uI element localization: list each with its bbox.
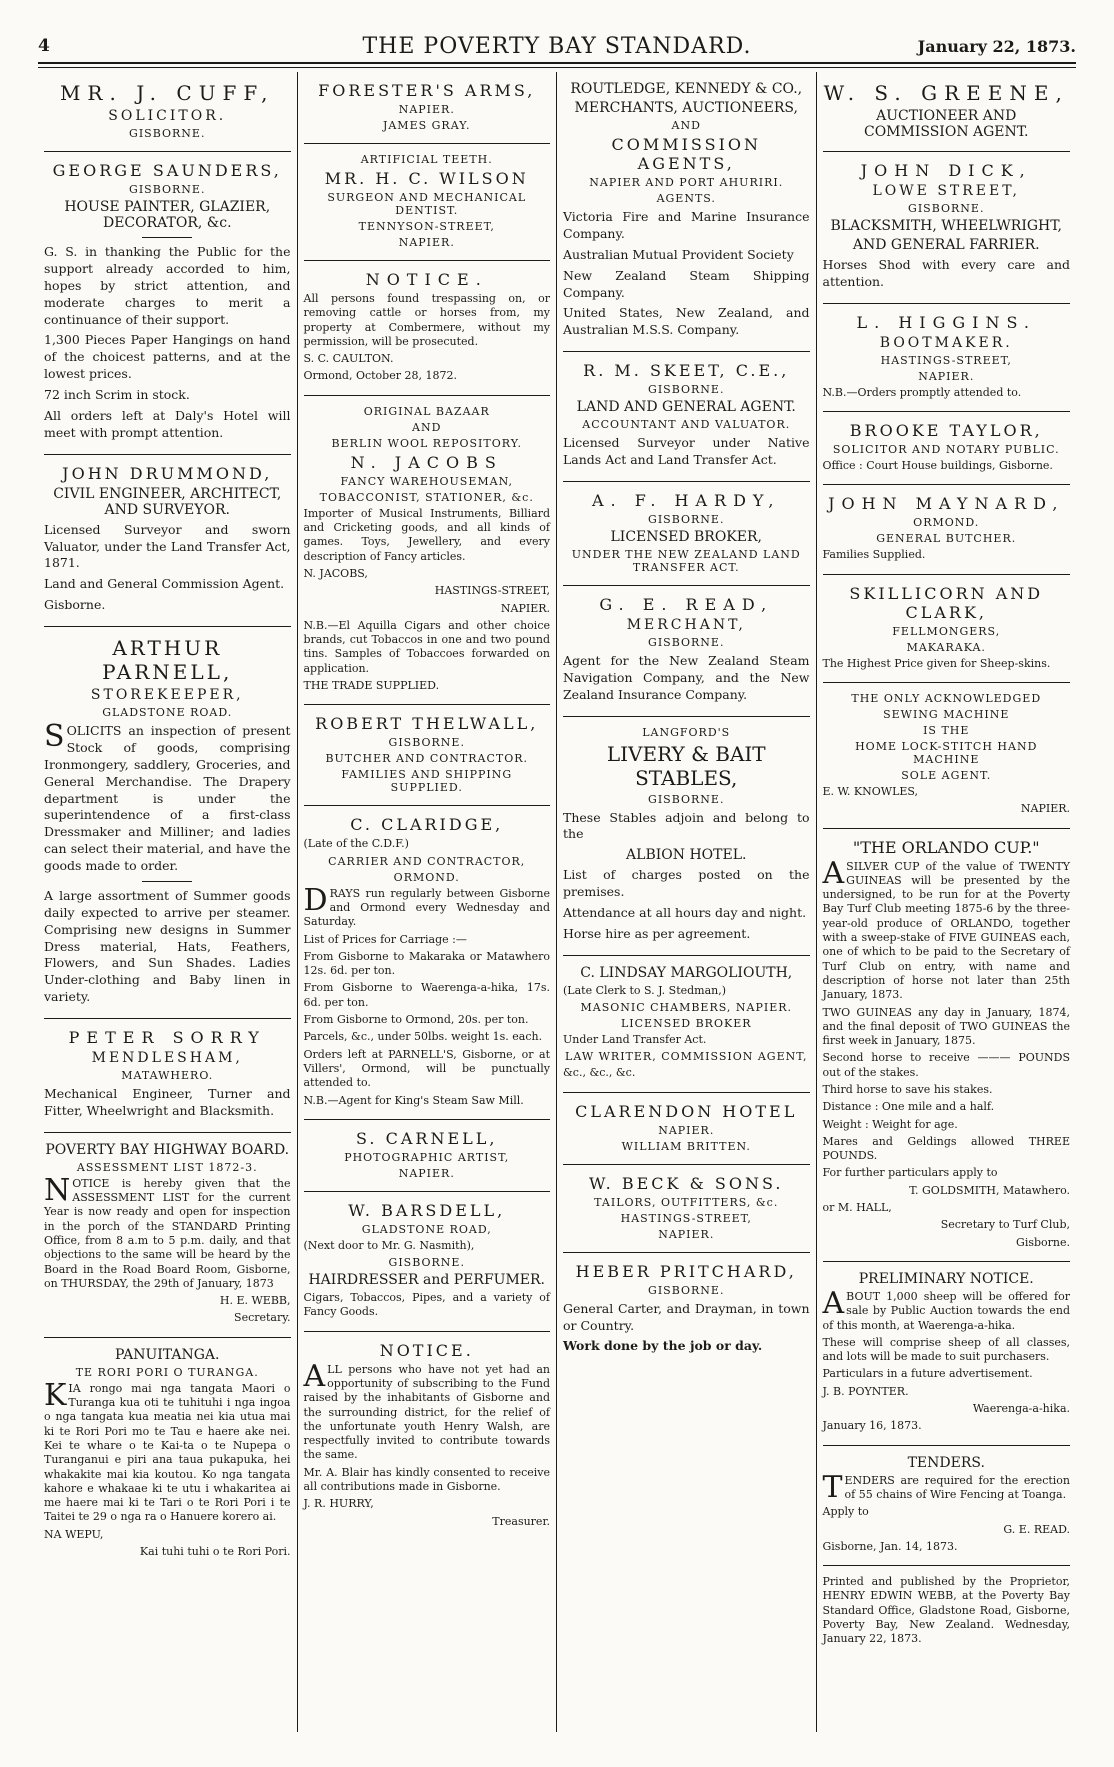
- ad-line: GISBORNE.: [388, 1256, 465, 1270]
- ad-line: N.B.—Agent for King's Steam Saw Mill.: [303, 1093, 524, 1107]
- ad-line: SOLE AGENT.: [901, 768, 992, 782]
- ad-text: 72 inch Scrim in stock.: [44, 387, 190, 402]
- ad-skillicorn: [823, 575, 1071, 683]
- ad-line: CIVIL ENGINEER, ARCHITECT, AND SURVEYOR.: [53, 485, 282, 518]
- divider: [142, 881, 192, 882]
- ad-line: The Highest Price given for Sheep-skins.: [822, 656, 1051, 670]
- ad-text: United States, New Zealand, and Australian M.S.S. Company.: [563, 305, 810, 338]
- ad-line: SOLICITOR AND NOTARY PUBLIC.: [832, 443, 1060, 457]
- ad-text: Licensed Surveyor under Native Lands Act and Land Transfer Act.: [563, 435, 810, 467]
- ad-parnell: [44, 627, 291, 1019]
- ad-text: NOTICE is hereby given that the ASSESSMENT LIST for the current Year is now ready and open for inspection in the porch of the STANDARD Printing Office, from 8 a.m to 5 p.m. daily, and that objections to the same will be heard by the Board in the Road Board Room, Gisborne, on THURSDAY, the 29th of January, 1873: [44, 1172, 291, 1290]
- ad-line: ORIGINAL BAZAAR: [363, 404, 490, 418]
- ad-line: GISBORNE.: [648, 635, 725, 649]
- ad-heading: JOHN DICK,: [860, 161, 1032, 180]
- ad-heading: ARTHUR PARNELL,: [102, 636, 233, 684]
- signature: N. JACOBS,: [303, 566, 368, 580]
- ad-text: These Stables adjoin and belong to the: [563, 809, 810, 842]
- ad-text: All persons found trespassing on, or removing cattle or horses from, my property at Combermere, without my permission, will be prosecuted.: [303, 292, 550, 348]
- ad-line: GISBORNE.: [648, 792, 725, 806]
- signature-place: Waerenga-a-hika.: [972, 1402, 1070, 1416]
- ad-text: Mechanical Engineer, Turner and Fitter, Wheelwright and Blacksmith.: [44, 1086, 291, 1118]
- ad-line: TE RORI PORI O TURANGA.: [75, 1365, 259, 1379]
- ad-text: Mr. A. Blair has kindly consented to receive all contributions made in Gisborne.: [303, 1465, 550, 1494]
- ad-walsh-notice: [304, 1332, 551, 1540]
- ad-line: LOWE STREET,: [872, 183, 1020, 199]
- ad-line: GLADSTONE ROAD,: [361, 1222, 492, 1236]
- ad-line: Apply to: [822, 1505, 869, 1519]
- ad-line: Cigars, Tobaccos, Pipes, and a variety of Fancy Goods.: [303, 1291, 550, 1319]
- ad-line: Particulars in a future advertisement.: [822, 1367, 1033, 1381]
- ad-drummond: [44, 455, 291, 627]
- ad-text: Attendance at all hours day and night.: [563, 905, 807, 920]
- ad-heading: BROOKE TAYLOR,: [849, 421, 1043, 441]
- ad-line: LICENSED BROKER,: [610, 528, 762, 545]
- ad-line: GENERAL BUTCHER.: [876, 532, 1017, 546]
- ad-line: PHOTOGRAPHIC ARTIST,: [344, 1150, 510, 1164]
- ad-heading: C. CLARIDGE,: [350, 815, 504, 835]
- ad-line: LAW WRITER, COMMISSION AGENT,: [565, 1050, 808, 1064]
- ad-heading: "THE ORLANDO CUP.": [852, 837, 1040, 857]
- ad-heading: JOHN DRUMMOND,: [62, 463, 273, 483]
- ad-line: FANCY WAREHOUSEMAN,: [340, 474, 513, 488]
- column-3: [557, 72, 817, 1732]
- ad-line: ASSESSMENT LIST 1872-3.: [76, 1160, 258, 1174]
- ad-line: LAND AND GENERAL AGENT.: [576, 399, 796, 416]
- ad-routledge: [563, 72, 810, 352]
- ad-text: ASILVER CUP of the value of TWENTY GUINEAS will be presented by the undersigned, to be run for at the Poverty Bay Turf Club meeting 1875-6 by the three-year-old produce of ORLANDO, together with a sweep-stake of FIVE GUINEAS each, one of which to be paid to the Secretary of Turf Club on entry, with name and description of horse not later than 25th January, 1873.: [822, 855, 1070, 1002]
- ad-heading: W. S. GREENE,: [823, 81, 1069, 105]
- ad-text: Work done by the job or day.: [563, 1338, 763, 1354]
- ad-cuff: [44, 72, 291, 152]
- ad-heading: W. BARSDELL,: [348, 1200, 506, 1220]
- ad-thelwall: [304, 705, 551, 806]
- ad-line: TENNYSON-STREET,: [358, 220, 495, 233]
- ad-line: Third horse to save his stakes.: [822, 1082, 993, 1096]
- ad-text: Victoria Fire and Marine Insurance Company.: [563, 209, 810, 241]
- signature-place: Gisborne.: [1016, 1235, 1070, 1249]
- ad-read: [563, 586, 810, 717]
- ad-text: New Zealand Steam Shipping Company.: [563, 267, 810, 300]
- ad-text: G. S. in thanking the Public for the support already accorded to him, hopes by strict attention, and moderate charges to merit a continuance of their support.: [44, 244, 291, 327]
- ad-heading: HEBER PRITCHARD,: [575, 1261, 797, 1281]
- ad-line: STOREKEEPER,: [90, 687, 244, 703]
- columns: [38, 72, 1076, 1732]
- ad-line: AGENTS.: [656, 192, 716, 205]
- ad-date: January 16, 1873.: [822, 1419, 922, 1433]
- ad-line: TOBACCONIST, STATIONER, &c.: [319, 490, 534, 504]
- ad-line: NAPIER.: [398, 236, 455, 249]
- ad-line: ORMOND.: [913, 516, 980, 530]
- ad-heading: ROUTLEDGE, KENNEDY & CO.,: [570, 81, 803, 97]
- ad-line: HASTINGS-STREET,: [880, 353, 1012, 367]
- ad-heading: SKILLICORN AND CLARK,: [849, 583, 1044, 622]
- newspaper-title: THE POVERTY BAY STANDARD.: [362, 34, 752, 59]
- ad-text: Land and General Commission Agent.: [44, 576, 285, 592]
- ad-heading: N. JACOBS: [350, 452, 503, 472]
- ad-heading: MR. H. C. WILSON: [324, 169, 529, 188]
- ad-text: Australian Mutual Provident Society: [563, 246, 794, 262]
- ad-heading: S. CARNELL,: [356, 1128, 498, 1148]
- ad-text: A large assortment of Summer goods daily expected to arrive per steamer. Comprising new designs in Summer Dress material, Hats, Feathers, Flowers, and Sun Shades. Ladies Under-clothing and Baby linen in variety.: [44, 887, 291, 1005]
- ad-line: LANGFORD'S: [642, 725, 731, 739]
- ad-line: CARRIER AND CONTRACTOR,: [328, 854, 526, 868]
- ad-margoliouth: [563, 956, 810, 1093]
- ad-line: GISBORNE.: [388, 736, 465, 750]
- ad-text: All orders left at Daly's Hotel will meet with prompt attention.: [44, 407, 291, 440]
- issue-date: January 22, 1873.: [917, 37, 1076, 56]
- ad-line: NAPIER.: [500, 601, 550, 615]
- ad-line: FELLMONGERS,: [892, 624, 1001, 638]
- ad-line: MASONIC CHAMBERS, NAPIER.: [580, 1001, 793, 1015]
- ad-heading: PRELIMINARY NOTICE.: [858, 1270, 1034, 1287]
- ad-date: Gisborne, Jan. 14, 1873.: [822, 1539, 958, 1553]
- ad-line: (Next door to Mr. G. Nasmith),: [303, 1238, 475, 1252]
- ad-line: ALBION HOTEL.: [626, 847, 747, 864]
- ad-line: GISBORNE.: [648, 383, 725, 397]
- ad-heading: GEORGE SAUNDERS,: [52, 161, 282, 180]
- ad-text: Orders left at PARNELL'S, Gisborne, or at Villers', Ormond, will be punctually attended to.: [303, 1047, 550, 1090]
- price-line: From Gisborne to Ormond, 20s. per ton.: [303, 1013, 529, 1027]
- ad-heading: A. F. HARDY,: [592, 490, 781, 510]
- ad-line: AND: [412, 420, 442, 434]
- ad-line: MENDLESHAM,: [91, 1050, 243, 1066]
- ad-heading: NOTICE.: [379, 1340, 474, 1360]
- ad-taylor: [823, 412, 1071, 485]
- ad-line: SEWING MACHINE: [883, 707, 1010, 721]
- ad-beck: [563, 1165, 810, 1253]
- ad-line: N.B.—Orders promptly attended to.: [822, 385, 1022, 399]
- ad-text: N.B.—El Aquilla Cigars and other choice brands, cut Tobaccos in one and two pound tins. Samples of Tobaccoes forwarded on application.: [303, 618, 550, 675]
- ad-line: HASTINGS-STREET,: [434, 584, 550, 598]
- ad-heading: CLARENDON HOTEL: [575, 1101, 798, 1121]
- ad-line: WILLIAM BRITTEN.: [621, 1139, 751, 1153]
- ad-line: BLACKSMITH, WHEELWRIGHT,: [830, 218, 1062, 234]
- ad-line: BOOTMAKER.: [879, 334, 1013, 351]
- ad-text: Second horse to receive ——— POUNDS out of the stakes.: [822, 1051, 1070, 1079]
- ad-heading: ROBERT THELWALL,: [315, 714, 539, 734]
- ad-heading: JOHN MAYNARD,: [828, 494, 1065, 514]
- ad-line: AND GENERAL FARRIER.: [852, 237, 1040, 253]
- ad-line: Office : Court House buildings, Gisborne.: [822, 459, 1053, 473]
- ad-line: MAKARAKA.: [906, 640, 986, 654]
- ad-text: SOLICITS an inspection of present Stock of goods, comprising Ironmongery, saddlery, Groceries, and General Merchandise. The Drapery department is under the superintendence of a first-class Dressmaker and Milliner; and ladies can select their material, and have the goods made to order.: [44, 719, 291, 873]
- ad-carnell: [304, 1120, 551, 1192]
- ad-line: HOME LOCK-STITCH HAND MACHINE: [855, 739, 1038, 766]
- ad-pritchard: [563, 1253, 810, 1368]
- signature: J. R. HURRY,: [303, 1497, 374, 1511]
- ad-wilson: [304, 144, 551, 261]
- ad-text: ABOUT 1,000 sheep will be offered for sale by Public Auction towards the end of this month, at Waerenga-a-hika.: [822, 1285, 1070, 1332]
- ad-line: Under Land Transfer Act.: [563, 1033, 707, 1047]
- masthead-double-rule: [38, 64, 1076, 68]
- ad-heading: C. LINDSAY MARGOLIOUTH,: [580, 964, 793, 981]
- ad-line: BUTCHER AND CONTRACTOR.: [325, 752, 529, 766]
- ad-line: List of Prices for Carriage :—: [303, 932, 467, 946]
- ad-line: Distance : One mile and a half.: [822, 1100, 995, 1114]
- ad-heading: TENDERS.: [907, 1454, 985, 1471]
- ad-text: TENDERS are required for the erection of 55 chains of Wire Fencing at Toanga.: [822, 1469, 1070, 1505]
- ad-line: GISBORNE.: [648, 512, 725, 526]
- signature: or M. HALL,: [822, 1201, 892, 1215]
- ad-higgins: [823, 304, 1071, 412]
- ad-line: LICENSED BROKER: [620, 1017, 752, 1031]
- ad-heading: THE ONLY ACKNOWLEDGED: [851, 691, 1042, 705]
- ad-line: (Late Clerk to S. J. Stedman,): [563, 983, 727, 997]
- ad-caulton-notice: [304, 261, 551, 396]
- signature: NA WEPU,: [44, 1527, 104, 1541]
- ad-skeet: [563, 352, 810, 482]
- ad-line: GLADSTONE ROAD.: [102, 706, 233, 719]
- ad-highway-board: [44, 1133, 291, 1338]
- signature-role: Treasurer.: [492, 1514, 550, 1528]
- ad-sorry: [44, 1019, 291, 1133]
- ad-line: E. W. KNOWLES,: [822, 784, 919, 798]
- signature: H. E. WEBB,: [219, 1294, 291, 1308]
- ad-heading: NOTICE.: [365, 270, 488, 289]
- ad-line: Mares and Geldings allowed THREE POUNDS.: [822, 1134, 1070, 1163]
- signature: G. E. READ.: [1003, 1522, 1070, 1536]
- ad-heading: G. E. READ,: [599, 594, 774, 614]
- signature: T. GOLDSMITH, Matawhero.: [909, 1183, 1070, 1197]
- ad-greene: [823, 72, 1071, 152]
- ad-heading: MR. J. CUFF,: [59, 81, 275, 105]
- signature: J. B. POYNTER.: [822, 1384, 909, 1398]
- masthead: [38, 32, 1076, 64]
- ad-heading: W. BECK & SONS.: [589, 1173, 784, 1193]
- ad-line: GISBORNE.: [129, 127, 206, 140]
- ad-text: List of charges posted on the premises.: [563, 867, 810, 900]
- ad-line: COMMISSION AGENTS,: [611, 135, 762, 173]
- ad-foresters-arms: [304, 72, 551, 144]
- ad-line: NAPIER.: [398, 1166, 455, 1180]
- price-line: From Gisborne to Waerenga-a-hika, 17s. 6d. per ton.: [303, 981, 550, 1009]
- ad-line: HAIRDRESSER and PERFUMER.: [308, 1272, 546, 1289]
- ad-text: TWO GUINEAS any day in January, 1874, and the final deposit of TWO GUINEAS the first week in January, 1875.: [822, 1005, 1070, 1048]
- ad-line: HOUSE PAINTER, GLAZIER, DECORATOR, &c.: [64, 199, 271, 231]
- ad-line: THE TRADE SUPPLIED.: [303, 679, 440, 693]
- ad-date: Ormond, October 28, 1872.: [303, 369, 457, 383]
- ad-line: AND: [671, 119, 701, 132]
- ad-line: NAPIER.: [1020, 802, 1070, 816]
- ad-line: (Late of the C.D.F.): [303, 837, 409, 851]
- ad-barsdell: [304, 1192, 551, 1332]
- ad-line: ACCOUNTANT AND VALUATOR.: [582, 418, 791, 432]
- ad-heading: FORESTER'S ARMS,: [318, 81, 536, 100]
- ad-text: Horses Shod with every care and attention.: [822, 257, 1070, 289]
- ad-line: BERLIN WOOL REPOSITORY.: [331, 436, 523, 450]
- ad-text: These will comprise sheep of all classes, and lots will be made to suit purchasers.: [822, 1335, 1070, 1364]
- ad-text: KIA rongo mai nga tangata Maori o Turanga kua oti te tuhituhi i nga ingoa o nga tangata kua meatia nei kia utua mai ki te Rori Pori mo te Tau e haere ake nei. Kei te whare o te Kai-ta o te Nupepa o Turanganui e piri ana taua pukapuka, hei whakakite mai kia koutou. Ko nga tangata kahore e whakaae ki te utu i whakaritea ai me haere mai ki te Tari o te Rori Pori i te Taitei te 29 o nga ra o Hanuere korero ai.: [44, 1377, 291, 1524]
- ad-tenders: [823, 1446, 1071, 1566]
- signature-role: Secretary.: [234, 1311, 291, 1325]
- divider: [142, 237, 192, 238]
- ad-text: Agent for the New Zealand Steam Navigation Company, and the New Zealand Insurance Company.: [563, 652, 810, 702]
- ad-sewing-machine: [823, 683, 1071, 829]
- ad-saunders: [44, 152, 291, 455]
- column-1: [38, 72, 298, 1732]
- ad-line: IS THE: [923, 723, 970, 737]
- ad-line: MERCHANT,: [626, 616, 746, 633]
- ad-text: Licensed Surveyor and sworn Valuator, under the Land Transfer Act, 1871.: [44, 521, 291, 571]
- ad-clarendon: [563, 1093, 810, 1165]
- imprint-text: Printed and published by the Proprietor, HENRY EDWIN WEBB, at the Poverty Bay Standard Office, Gladstone Road, Gisborne, Poverty Bay, New Zealand. Wednesday, January 22, 1873.: [822, 1575, 1070, 1646]
- ad-line: JAMES GRAY.: [382, 119, 471, 132]
- signature-role: Kai tuhi tuhi o te Rori Pori.: [139, 1544, 291, 1558]
- ad-line: HASTINGS-STREET,: [620, 1211, 752, 1225]
- ad-hardy: [563, 482, 810, 586]
- ad-orlando-cup: [823, 829, 1071, 1262]
- ad-heading: LIVERY & BAIT STABLES,: [606, 741, 766, 790]
- ad-line: &c., &c., &c.: [563, 1066, 636, 1080]
- ad-line: NAPIER.: [658, 1123, 715, 1137]
- column-4: [817, 72, 1077, 1732]
- ad-line: Families Supplied.: [822, 548, 926, 562]
- page-number: 4: [38, 36, 50, 56]
- ad-maynard: [823, 485, 1071, 574]
- ad-jacobs: [304, 396, 551, 706]
- ad-line: FAMILIES AND SHIPPING SUPPLIED.: [341, 768, 513, 795]
- ad-text: General Carter, and Drayman, in town or Country.: [563, 1300, 810, 1333]
- ad-dick: [823, 152, 1071, 304]
- ad-line: SOLICITOR.: [108, 108, 227, 124]
- ad-heading: POVERTY BAY HIGHWAY BOARD.: [45, 1141, 290, 1158]
- ad-line: GISBORNE.: [908, 202, 985, 215]
- ad-line: NAPIER.: [918, 369, 975, 383]
- ad-text: Importer of Musical Instruments, Billiard and Cricketing goods, and all kinds of games. Toys, Jewellery, and every description of Fancy articles.: [303, 506, 550, 563]
- ad-line: NAPIER AND PORT AHURIRI.: [589, 176, 784, 189]
- ad-line: MERCHANTS, AUCTIONEERS,: [574, 100, 798, 116]
- signature-role: Secretary to Turf Club,: [940, 1218, 1070, 1232]
- ad-heading: PETER SORRY: [68, 1028, 266, 1047]
- column-2: [298, 72, 558, 1732]
- ad-line: ARTIFICIAL TEETH.: [360, 153, 493, 166]
- ad-line: GISBORNE.: [129, 183, 206, 196]
- ad-line: MATAWHERO.: [121, 1069, 214, 1082]
- ad-line: AUCTIONEER AND COMMISSION AGENT.: [863, 108, 1029, 140]
- ad-line: SURGEON AND MECHANICAL DENTIST.: [327, 191, 527, 217]
- ad-text: ALL persons who have not yet had an opportunity of subscribing to the Fund raised by the inhabitants of Gisborne and the surrounding district, for the relief of the unfortunate youth Henry Walsh, are respectfully invited to contribute towards the same.: [303, 1358, 550, 1462]
- ad-panuitanga: [44, 1338, 291, 1571]
- ad-preliminary-notice: [823, 1262, 1071, 1446]
- ad-line: NAPIER.: [658, 1227, 715, 1241]
- ad-heading: L. HIGGINS.: [856, 312, 1036, 332]
- ad-langford: [563, 717, 810, 956]
- ad-claridge: [304, 806, 551, 1119]
- ad-heading: PANUITANGA.: [114, 1346, 220, 1363]
- price-line: Parcels, &c., under 50lbs. weight 1s. each.: [303, 1030, 543, 1044]
- ad-line: ORMOND.: [393, 870, 460, 884]
- ad-text: DRAYS run regularly between Gisborne and Ormond every Wednesday and Saturday.: [303, 882, 550, 929]
- ad-line: UNDER THE NEW ZEALAND LAND TRANSFER ACT.: [571, 547, 801, 574]
- signature: S. C. CAULTON.: [303, 352, 394, 366]
- ad-line: GISBORNE.: [648, 1283, 725, 1297]
- ad-heading: R. M. SKEET, C.E.,: [583, 361, 790, 381]
- ad-text: Gisborne.: [44, 597, 106, 613]
- ad-text: Horse hire as per agreement.: [563, 925, 751, 941]
- ad-text: 1,300 Pieces Paper Hangings on hand of the choicest patterns, and at the lowest prices.: [44, 332, 291, 382]
- ad-line: For further particulars apply to: [822, 1166, 998, 1180]
- ad-line: Weight : Weight for age.: [822, 1117, 958, 1131]
- ad-line: TAILORS, OUTFITTERS, &c.: [594, 1195, 779, 1209]
- printer-imprint: [823, 1566, 1071, 1657]
- ad-line: NAPIER.: [398, 103, 455, 116]
- price-line: From Gisborne to Makaraka or Matawhero 12s. 6d. per ton.: [303, 949, 550, 978]
